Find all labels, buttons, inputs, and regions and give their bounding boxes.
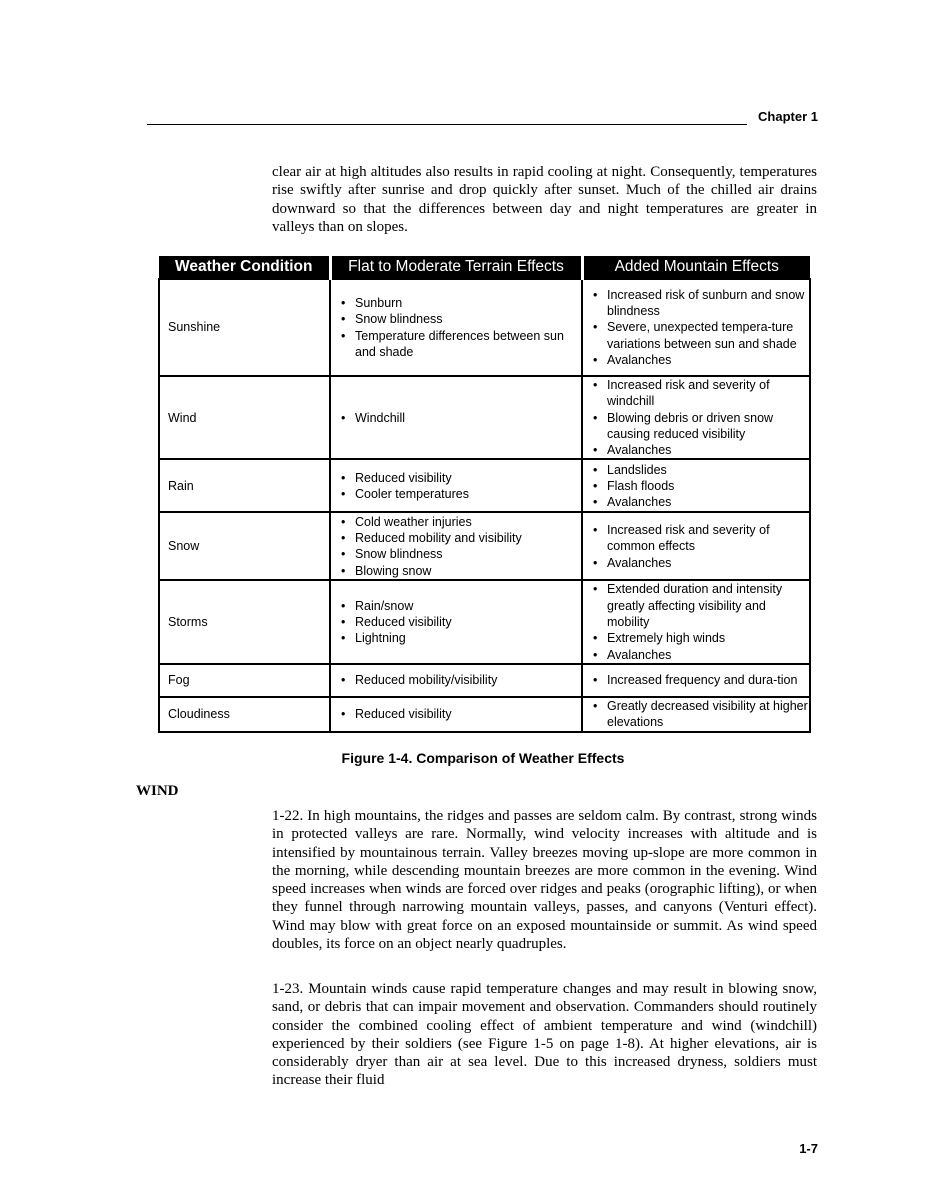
flat-effect-item: • Sunburn: [331, 295, 581, 311]
mountain-effect-item: • Flash floods: [583, 478, 809, 494]
table-row: [159, 376, 810, 459]
flat-effect-item: • Windchill: [331, 410, 581, 426]
table-row: [159, 697, 810, 732]
flat-effect-item: • Lightning: [331, 630, 581, 646]
flat-effects-cell: [330, 376, 582, 459]
flat-effect-item: • Snow blindness: [331, 546, 581, 562]
weather-condition-cell: Cloudiness: [159, 697, 330, 732]
flat-effect-item: • Blowing snow: [331, 563, 581, 579]
flat-effects-cell: [330, 697, 582, 732]
table-row: [159, 459, 810, 512]
flat-effect-item: • Reduced visibility: [331, 614, 581, 630]
mountain-effect-item: • Extended duration and intensity greatly affecting visibility and mobility: [583, 581, 809, 630]
mountain-effect-list: [583, 581, 809, 662]
mountain-effect-item: • Avalanches: [583, 555, 809, 571]
mountain-effect-item: • Avalanches: [583, 352, 809, 368]
figure-caption: Figure 1-4. Comparison of Weather Effects: [341, 750, 625, 766]
weather-condition-cell: Fog: [159, 664, 330, 697]
mountain-effects-cell: [582, 459, 810, 512]
weather-condition-cell: Snow: [159, 512, 330, 580]
paragraph-1-23: 1-23. Mountain winds cause rapid temperature changes and may result in blowing snow, sand, or debris that can impair movement and observation. Commanders should routinely consider the combined cooling effect of ambient temperature and wind (windchill) experienced by their soldiers (see Figure 1-5 on page 1-8). At higher elevations, air is considerably dryer than air at sea level. Due to this increased dryness, soldiers must increase their fluid: [272, 981, 817, 1089]
mountain-effect-item: • Avalanches: [583, 494, 809, 510]
table-row: [159, 279, 810, 376]
mountain-effect-list: [583, 522, 809, 571]
mountain-effects-cell: [582, 512, 810, 580]
weather-condition-cell: Wind: [159, 376, 330, 459]
mountain-effects-cell: [582, 580, 810, 663]
flat-effect-item: • Temperature differences between sun and shade: [331, 328, 581, 361]
mountain-effect-list: [583, 287, 809, 368]
mountain-effect-item: • Increased risk and severity of common effects: [583, 522, 809, 555]
mountain-effect-item: • Landslides: [583, 462, 809, 478]
flat-effect-item: • Reduced mobility/visibility: [331, 672, 581, 688]
flat-effect-item: • Reduced mobility and visibility: [331, 530, 581, 546]
flat-effects-cell: [330, 664, 582, 697]
flat-effect-list: [331, 514, 581, 579]
mountain-effect-item: • Extremely high winds: [583, 630, 809, 646]
flat-effects-cell: [330, 279, 582, 376]
flat-effect-list: [331, 295, 581, 360]
header-added-mountain-effects: Added Mountain Effects: [582, 256, 810, 279]
mountain-effect-item: • Avalanches: [583, 442, 809, 458]
mountain-effect-list: [583, 698, 809, 731]
table-body: [159, 279, 810, 732]
mountain-effect-item: • Blowing debris or driven snow causing reduced visibility: [583, 410, 809, 443]
flat-effects-cell: [330, 512, 582, 580]
mountain-effect-item: • Greatly decreased visibility at higher elevations: [583, 698, 809, 731]
flat-effect-list: [331, 410, 581, 426]
weather-condition-cell: Storms: [159, 580, 330, 663]
mountain-effect-item: • Avalanches: [583, 647, 809, 663]
mountain-effect-item: • Severe, unexpected tempera-ture variations between sun and shade: [583, 319, 809, 352]
flat-effects-cell: [330, 459, 582, 512]
table-header-row: [159, 256, 810, 279]
weather-condition-cell: Sunshine: [159, 279, 330, 376]
paragraph-1-22: 1-22. In high mountains, the ridges and passes are seldom calm. By contrast, strong winds in protected valleys are rare. Normally, wind velocity increases with altitude and is intensified by mountainous terrain. Valley breezes moving up-slope are more common in the morning, while descending mountain breezes are more common in the evening. Wind speed increases when winds are forced over ridges and peaks (orographic lifting), or when they funnel through narrowing mountain valleys, passes, and canyons (Venturi effect). Wind may blow with great force on an exposed mountainside or summit. As wind speed doubles, its force on an object nearly quadruples.: [272, 808, 817, 953]
page-number: 1-7: [799, 1141, 818, 1156]
mountain-effects-cell: [582, 697, 810, 732]
mountain-effect-list: [583, 462, 809, 511]
flat-effect-list: [331, 706, 581, 722]
mountain-effect-item: • Increased risk and severity of windchill: [583, 377, 809, 410]
chapter-label: Chapter 1: [758, 109, 818, 124]
mountain-effects-cell: [582, 376, 810, 459]
flat-effect-item: • Reduced visibility: [331, 470, 581, 486]
intro-paragraph: clear air at high altitudes also results in rapid cooling at night. Consequently, temperatures rise swiftly after sunrise and drop quickly after sunset. Much of the chilled air drains downward so that the differences between day and night temperatures are greater in valleys than on slopes.: [272, 164, 817, 235]
flat-effects-cell: [330, 580, 582, 663]
mountain-effects-cell: [582, 279, 810, 376]
flat-effect-list: [331, 598, 581, 647]
flat-effect-item: • Cold weather injuries: [331, 514, 581, 530]
section-heading-wind: WIND: [136, 783, 179, 799]
table-row: [159, 580, 810, 663]
weather-effects-table: [158, 256, 811, 733]
flat-effect-item: • Snow blindness: [331, 311, 581, 327]
flat-effect-item: • Reduced visibility: [331, 706, 581, 722]
mountain-effect-item: • Increased frequency and dura-tion: [583, 672, 809, 688]
header-rule: [147, 124, 747, 125]
flat-effect-list: [331, 470, 581, 503]
mountain-effect-list: [583, 377, 809, 458]
flat-effect-item: • Cooler temperatures: [331, 486, 581, 502]
flat-effect-item: • Rain/snow: [331, 598, 581, 614]
mountain-effect-item: • Increased risk of sunburn and snow blindness: [583, 287, 809, 320]
table-row: [159, 664, 810, 697]
header-weather-condition: Weather Condition: [159, 256, 330, 279]
flat-effect-list: [331, 672, 581, 688]
header-flat-terrain-effects: Flat to Moderate Terrain Effects: [330, 256, 582, 279]
mountain-effects-cell: [582, 664, 810, 697]
table-row: [159, 512, 810, 580]
mountain-effect-list: [583, 672, 809, 688]
weather-condition-cell: Rain: [159, 459, 330, 512]
